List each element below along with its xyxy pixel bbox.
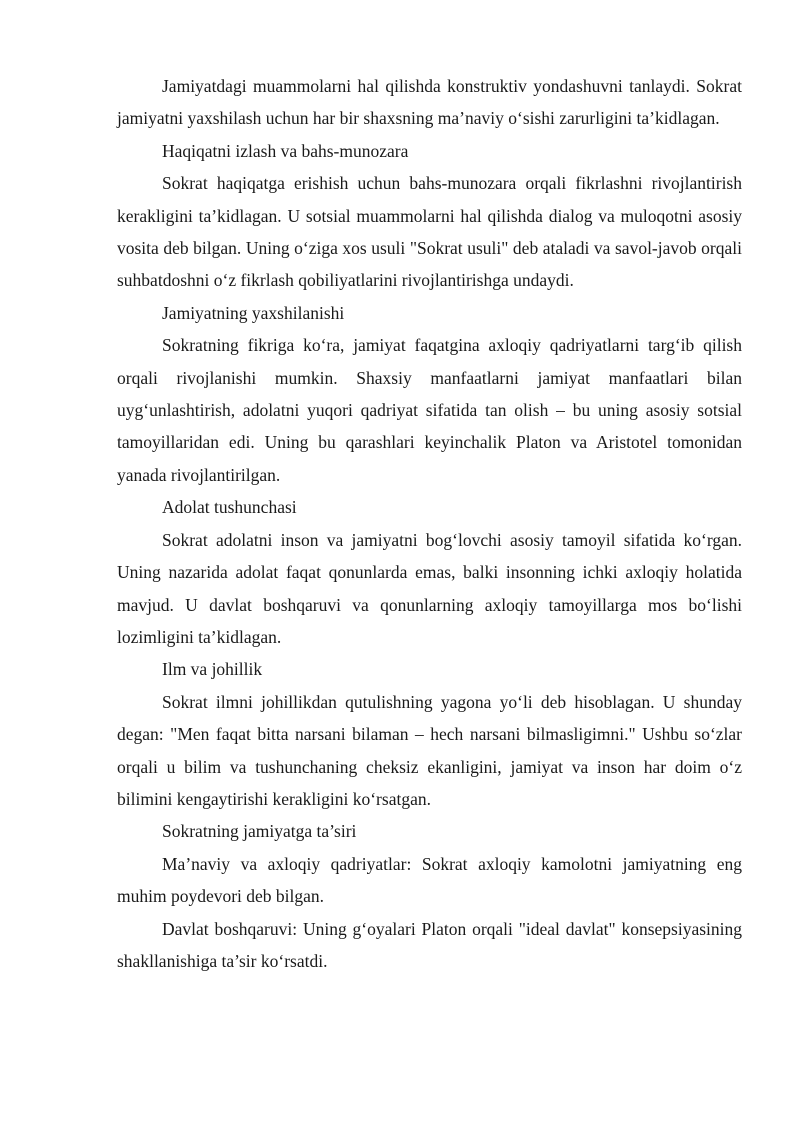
paragraph-truth: Sokrat haqiqatga erishish uchun bahs-munozara orqali fikrlashni rivojlantirish kerakligini ta’kidlagan. U sotsial muammolarni hal qilishda dialog va muloqotni asosiy vosita deb bilgan. Uning o‘ziga xos usuli "Sokrat usuli" deb ataladi va savol-javob orqali suhbatdoshni o‘z fikrlash qobiliyatlarini rivojlantirishga undaydi. <box>117 173 742 291</box>
paragraph-values: Ma’naviy va axloqiy qadriyatlar: Sokrat axloqiy kamolotni jamiyatning eng muhim poydevori deb bilgan. <box>117 853 742 907</box>
section-heading-influence: Sokratning jamiyatga ta’siri <box>162 821 357 842</box>
paragraph-governance: Davlat boshqaruvi: Uning g‘oyalari Platon orqali "ideal davlat" konsepsiyasining shakllanishiga ta’sir ko‘rsatdi. <box>117 918 742 971</box>
document-page <box>117 70 742 977</box>
section-heading-truth: Haqiqatni izlash va bahs-munozara <box>162 140 409 161</box>
section-heading-knowledge: Ilm va johillik <box>162 659 263 680</box>
paragraph-justice: Sokrat adolatni inson va jamiyatni bog‘lovchi asosiy tamoyil sifatida ko‘rgan. Uning nazarida adolat faqat qonunlarda emas, balki insonning ichki axloqiy holatida mavjud. U davlat boshqaruvi va qonunlarning axloqiy tamoyillarga mos bo‘lishi lozimligini ta’kidlagan. <box>117 529 742 647</box>
paragraph-society: Sokratning fikriga ko‘ra, jamiyat faqatgina axloqiy qadriyatlarni targ‘ib qilish orqali rivojlanishi mumkin. Shaxsiy manfaatlarni jamiyat manfaatlari bilan uyg‘unlashtirish, adolatni yuqori qadriyat sifatida tan olish – bu uning asosiy sotsial tamoyillaridan edi. Uning bu qarashlari keyinchalik Platon va Aristotel tomonidan yanada rivojlantirilgan. <box>117 335 742 485</box>
paragraph-knowledge: Sokrat ilmni johillikdan qutulishning yagona yo‘li deb hisoblagan. U shunday degan: "Men faqat bitta narsani bilaman – hech narsani bilmasligimni." Ushbu so‘zlar orqali u bilim va tushunchaning cheksiz ekanligini, jamiyat va inson har doim o‘z bilimini kengaytirishi kerakligini ko‘rsatgan. <box>117 691 742 809</box>
section-heading-justice: Adolat tushunchasi <box>162 497 297 518</box>
section-heading-society: Jamiyatning yaxshilanishi <box>162 302 345 323</box>
paragraph-intro: Jamiyatdagi muammolarni hal qilishda konstruktiv yondashuvni tanlaydi. Sokrat jamiyatni yaxshilash uchun har bir shaxsning ma’naviy o‘sishi zarurligini ta’kidlagan. <box>117 76 742 129</box>
